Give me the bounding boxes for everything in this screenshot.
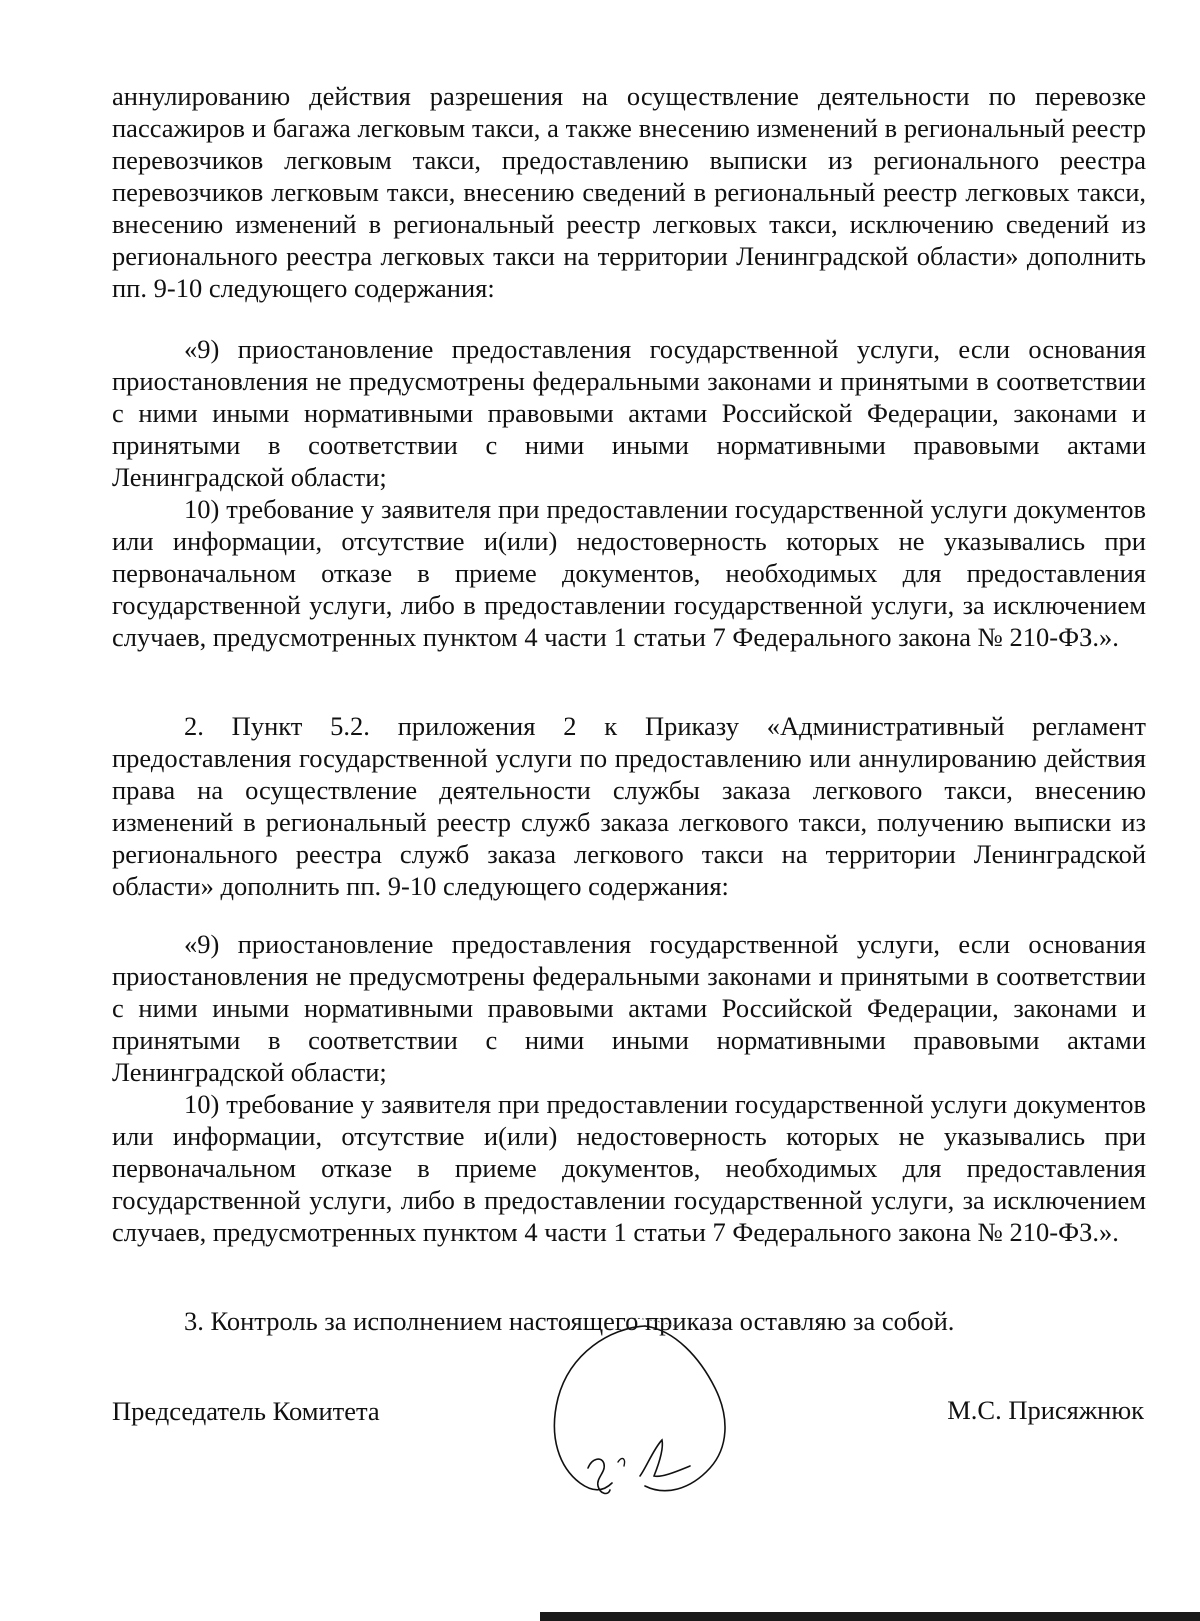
paragraph-intro: аннулированию действия разрешения на осуществление деятельности по перевозке пассажиров и багажа легковым такси, а также внесению изменений в региональный реестр перевозчиков легковым такси, предоставлению выписки из регионального реестра перевозчиков легковым такси, внесению сведений в региональный реестр легковых такси, внесению изменений в региональный реестр легковых такси, исключению сведений из регионального реестра легковых такси на территории Ленинградской области» дополнить пп. 9-10 следующего содержания: [112, 81, 1146, 303]
paragraph-point-3: 3. Контроль за исполнением настоящего приказа оставляю за собой. [184, 1306, 955, 1336]
scan-edge-bar [540, 1612, 1200, 1621]
signatory-name: М.С. Присяжнюк [947, 1395, 1144, 1425]
paragraph-item-10-first: 10) требование у заявителя при предоставлении государственной услуги документов или информации, отсутствие и(или) недостоверность которых не указывались при первоначальном отказе в приеме документов, необходимых для предоставления государственной услуги, либо в предоставлении государственной услуги, за исключением случаев, предусмотренных пунктом 4 части 1 статьи 7 Федерального закона № 210-ФЗ.». [112, 494, 1146, 652]
paragraph-item-9-first: «9) приостановление предоставления государственной услуги, если основания приостановления не предусмотрены федеральными законами и принятыми в соответствии с ними иными нормативными правовыми актами Российской Федерации, законами и принятыми в соответствии с ними иными нормативными правовыми актами Ленинградской области; [112, 334, 1146, 492]
signatory-position: Председатель Комитета [112, 1396, 380, 1426]
paragraph-item-9-second: «9) приостановление предоставления государственной услуги, если основания приостановления не предусмотрены федеральными законами и принятыми в соответствии с ними иными нормативными правовыми актами Российской Федерации, законами и принятыми в соответствии с ними иными нормативными правовыми актами Ленинградской области; [112, 929, 1146, 1087]
paragraph-item-10-second: 10) требование у заявителя при предоставлении государственной услуги документов или информации, отсутствие и(или) недостоверность которых не указывались при первоначальном отказе в приеме документов, необходимых для предоставления государственной услуги, либо в предоставлении государственной услуги, за исключением случаев, предусмотренных пунктом 4 части 1 статьи 7 Федерального закона № 210-ФЗ.». [112, 1089, 1146, 1247]
handwritten-signature [550, 1318, 760, 1518]
paragraph-point-2: 2. Пункт 5.2. приложения 2 к Приказу «Административный регламент предоставления государственной услуги по предоставлению или аннулированию действия права на осуществление деятельности службы заказа легкового такси, внесению изменений в региональный реестр служб заказа легкового такси, получению выписки из регионального реестра служб заказа легкового такси на территории Ленинградской области» дополнить пп. 9-10 следующего содержания: [112, 711, 1146, 901]
